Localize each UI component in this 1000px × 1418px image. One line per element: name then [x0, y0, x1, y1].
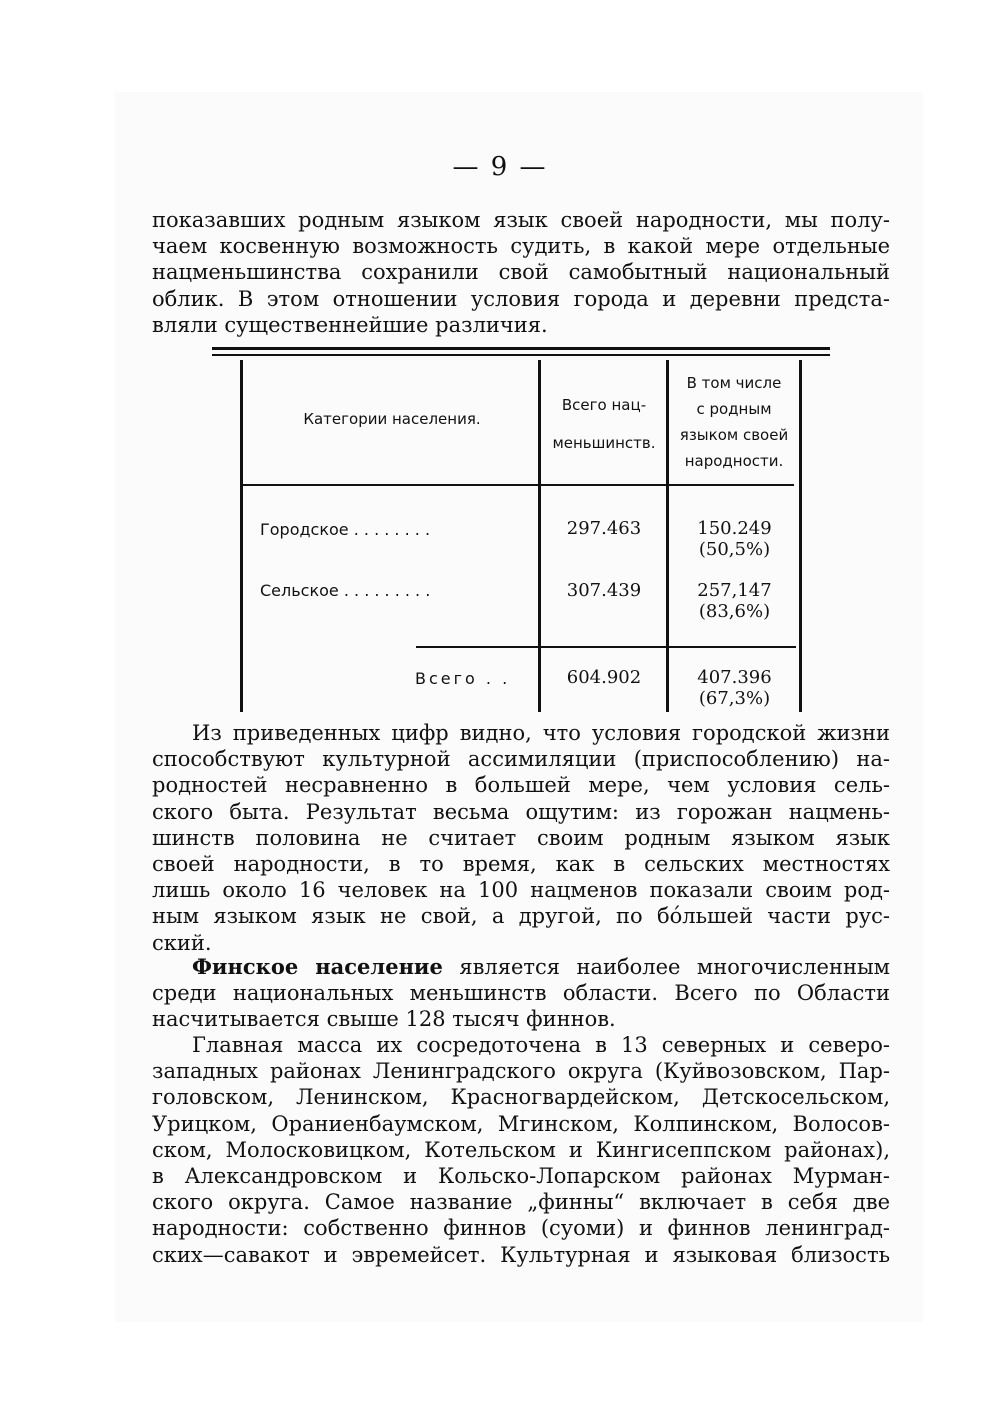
header-native-line: языком своей — [679, 426, 789, 444]
population-table — [212, 344, 832, 714]
cell-native-percent: (83,6%) — [698, 601, 771, 622]
table-left-border — [240, 360, 243, 712]
cell-total-urban: 297.463 — [566, 518, 642, 539]
text-line: способствуют культурной ассимиляции (приспособлению) на- — [152, 747, 890, 772]
cell-native-rural — [672, 580, 797, 622]
text-line: нацменьшинства сохранили свой самобытный национальный — [152, 260, 890, 285]
header-native-line: В том числе — [686, 374, 782, 392]
paragraph-finnish-population — [152, 954, 890, 1033]
text-line: народности: собственно финнов (суоми) и финнов ленинград- — [152, 1216, 890, 1241]
text-line: ский. — [152, 930, 212, 955]
bold-heading: Финское население — [192, 954, 443, 979]
table-right-border — [799, 360, 802, 712]
text-line: Урицком, Ораниенбаумском, Мгинском, Колпинском, Волосов- — [152, 1111, 890, 1136]
text-line: шинств половина не считает своим родным языком язык — [152, 825, 890, 850]
table-header-rule — [242, 484, 794, 486]
header-category: Категории населения. — [303, 410, 481, 428]
cell-native-percent: (67,3%) — [698, 688, 771, 709]
cell-total-rural: 307.439 — [566, 580, 642, 601]
cell-native-all — [672, 667, 797, 709]
text-line: чаем косвенную возможность судить, в какой мере отдельные — [152, 234, 890, 259]
text-line: насчитывается свыше 128 тысяч финнов. — [152, 1007, 616, 1032]
text-line: ным языком язык не свой, а другой, по бо́льшей части рус- — [152, 904, 890, 929]
text-line: ского быта. Результат весьма ощутим: из горожан нацмень- — [152, 799, 890, 824]
cell-native-value: 150.249 — [697, 518, 772, 539]
text-line: показавших родным языком язык своей народности, мы полу- — [152, 208, 890, 232]
table-top-rule-thin — [212, 354, 830, 356]
table-total-rule — [416, 646, 796, 648]
table-top-rule — [212, 347, 830, 350]
header-total-line: меньшинств. — [552, 434, 656, 452]
text-line: Из приведенных цифр видно, что условия городской жизни — [192, 721, 890, 745]
text-line: облик. В этом отношении условия города и деревни предста- — [152, 286, 890, 311]
text-fragment: является наиболее многочисленным — [442, 955, 890, 979]
text-line: вляли существеннейшие различия. — [152, 312, 548, 337]
text-line: своей народности, в то время, как в сельских местностях — [152, 852, 890, 877]
row-label-total: Всего . . — [415, 669, 511, 688]
text-line: в Александровском и Кольско-Лопарском районах Мурман- — [152, 1164, 890, 1189]
header-total — [542, 386, 666, 462]
paragraph-districts — [152, 1032, 890, 1268]
cell-native-value: 257,147 — [697, 580, 772, 601]
row-label-rural: Сельское . . . . . . . . . — [260, 581, 431, 600]
text-line: ского округа. Самое название „финны“ включает в себя две — [152, 1190, 890, 1215]
row-label-urban: Городское . . . . . . . . — [260, 520, 431, 539]
text-line: среди национальных меньшинств области. Всего по Области — [152, 981, 890, 1006]
text-line: родностей несравненно в большей мере, чем условия сель- — [152, 773, 890, 798]
cell-total-all: 604.902 — [566, 667, 642, 688]
text-line — [152, 954, 890, 980]
header-total-line: Всего нац- — [561, 396, 647, 414]
cell-native-value: 407.396 — [697, 667, 772, 688]
paragraph-analysis — [152, 720, 890, 956]
text-line: ском, Молосковицком, Котельском и Кингисеппском районах), — [152, 1137, 890, 1162]
cell-native-percent: (50,5%) — [698, 539, 771, 560]
text-line: Главная масса их сосредоточена в 13 северных и северо- — [192, 1033, 890, 1057]
text-line: головском, Ленинском, Красногвардейском, Детскосельском, — [152, 1085, 890, 1110]
header-native — [669, 370, 799, 474]
cell-native-urban — [672, 518, 797, 560]
page-number: — 9 — — [452, 152, 548, 182]
text-line: ских—савакот и эвремейсет. Культурная и языковая близость — [152, 1242, 890, 1267]
paragraph-intro — [152, 207, 890, 338]
text-line: лишь около 16 человек на 100 нацменов показали своим род- — [152, 878, 890, 903]
header-native-line: народности. — [684, 452, 784, 470]
table-column-divider — [538, 360, 541, 712]
header-native-line: с родным — [696, 400, 772, 418]
text-line: западных районах Ленинградского округа (Куйвозовском, Пар- — [152, 1059, 890, 1084]
